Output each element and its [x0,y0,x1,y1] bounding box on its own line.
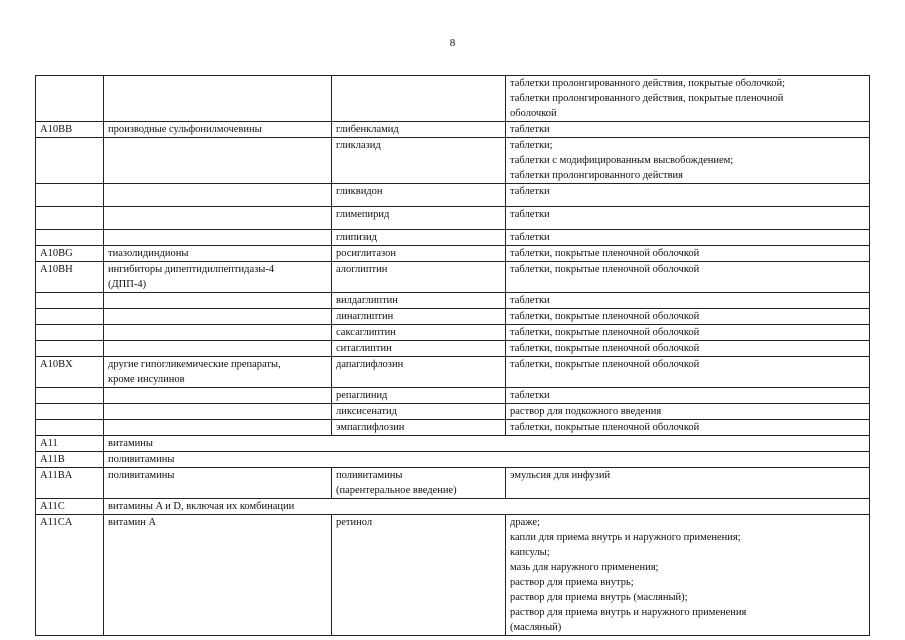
table-row [36,325,870,341]
drug-name-cell-line: (парентеральное введение) [336,485,457,496]
drug-name-cell-line: саксаглиптин [336,327,396,338]
dosage-form-cell [506,207,870,230]
drug-name-cell [332,404,506,420]
atc-code-cell [36,404,104,420]
table-row [36,230,870,246]
dosage-form-cell [506,341,870,357]
table-row [36,357,870,388]
table-row [36,262,870,293]
drug-name-cell [332,468,506,499]
dosage-form-cell-line: таблетки [510,124,550,135]
group-name-cell [104,262,332,293]
group-name-cell [104,138,332,184]
drug-name-cell-line: росиглитазон [336,248,397,259]
group-name-cell [104,515,332,636]
dosage-form-cell-line: таблетки [510,295,550,306]
dosage-form-cell-line: таблетки, покрытые пленочной оболочкой [510,327,700,338]
dosage-form-cell [506,246,870,262]
dosage-form-cell-line: таблетки, покрытые пленочной оболочкой [510,264,700,275]
drug-name-cell [332,325,506,341]
drug-name-cell [332,420,506,436]
group-name-cell [104,452,870,468]
group-name-cell [104,420,332,436]
atc-code-cell [36,388,104,404]
drug-name-cell-line: гликлазид [336,140,381,151]
drug-name-cell-line: глибенкламид [336,124,399,135]
group-name-cell-line: тиазолидиндионы [108,248,189,259]
group-name-cell [104,404,332,420]
dosage-form-cell [506,357,870,388]
table-row [36,420,870,436]
drug-table-body [36,76,870,636]
dosage-form-cell-line: таблетки [510,209,550,220]
dosage-form-cell-line: таблетки с модифицированным высвобождением; [510,155,734,166]
drug-name-cell-line: ликсисенатид [336,406,397,417]
drug-name-cell-line: вилдаглиптин [336,295,398,306]
dosage-form-cell-line: (масляный) [510,622,562,633]
dosage-form-cell-line: капли для приема внутрь и наружного применения; [510,532,741,543]
drug-name-cell [332,184,506,207]
group-name-cell [104,207,332,230]
dosage-form-cell-line: драже; [510,517,540,528]
dosage-form-cell-line: таблетки, покрытые пленочной оболочкой [510,359,700,370]
dosage-form-cell [506,230,870,246]
group-name-cell-line: ингибиторы дипептидилпептидазы-4 [108,264,275,275]
drug-name-cell [332,207,506,230]
table-row [36,388,870,404]
dosage-form-cell [506,420,870,436]
group-name-cell-line: производные сульфонилмочевины [108,124,262,135]
table-row [36,122,870,138]
drug-name-cell [332,293,506,309]
drug-name-cell [332,122,506,138]
table-row [36,184,870,207]
group-name-cell [104,122,332,138]
dosage-form-cell-line: оболочкой [510,108,557,119]
group-name-cell [104,357,332,388]
drug-name-cell [332,230,506,246]
dosage-form-cell-line: капсулы; [510,547,550,558]
group-name-cell [104,230,332,246]
drug-name-cell [332,262,506,293]
dosage-form-cell [506,404,870,420]
dosage-form-cell-line: таблетки, покрытые пленочной оболочкой [510,422,700,433]
drug-name-cell-line: глимепирид [336,209,390,220]
group-name-cell [104,293,332,309]
table-row [36,293,870,309]
atc-code-cell: A11CA [36,515,104,636]
group-name-cell-line: витамины [108,438,153,449]
table-row [36,499,870,515]
drug-name-cell-line: линаглиптин [336,311,394,322]
atc-code-cell: A11C [36,499,104,515]
table-row [36,309,870,325]
drug-name-cell-line: ретинол [336,517,373,528]
drug-name-cell [332,341,506,357]
dosage-form-cell-line: таблетки [510,390,550,401]
atc-code-cell [36,184,104,207]
atc-code-cell: A11BA [36,468,104,499]
drug-name-cell-line: глипизид [336,232,377,243]
table-row [36,207,870,230]
atc-code-cell [36,420,104,436]
table-row [36,76,870,122]
dosage-form-cell [506,468,870,499]
drug-name-cell-line: дапаглифлозин [336,359,404,370]
dosage-form-cell-line: таблетки, покрытые пленочной оболочкой [510,248,700,259]
table-row [36,246,870,262]
dosage-form-cell [506,309,870,325]
drug-name-cell [332,76,506,122]
drug-name-cell-line: эмпаглифлозин [336,422,405,433]
drug-name-cell [332,246,506,262]
dosage-form-cell-line: таблетки [510,186,550,197]
group-name-cell [104,76,332,122]
group-name-cell [104,341,332,357]
dosage-form-cell-line: таблетки пролонгированного действия [510,170,683,181]
dosage-form-cell [506,184,870,207]
drug-name-cell-line: репаглинид [336,390,388,401]
drug-name-cell [332,515,506,636]
table-row [36,341,870,357]
dosage-form-cell-line: таблетки, покрытые пленочной оболочкой [510,343,700,354]
atc-code-cell: A10BB [36,122,104,138]
drug-name-cell [332,357,506,388]
dosage-form-cell-line: таблетки пролонгированного действия, покрытые оболочкой; [510,78,785,89]
atc-code-cell: A10BH [36,262,104,293]
dosage-form-cell-line: раствор для приема внутрь и наружного применения [510,607,747,618]
dosage-form-cell [506,293,870,309]
dosage-form-cell-line: таблетки; [510,140,553,151]
dosage-form-cell [506,388,870,404]
atc-code-cell [36,76,104,122]
dosage-form-cell [506,262,870,293]
atc-code-cell [36,230,104,246]
atc-code-cell: A11 [36,436,104,452]
dosage-form-cell-line: раствор для приема внутрь (масляный); [510,592,688,603]
group-name-cell [104,184,332,207]
table-row [36,404,870,420]
atc-code-cell [36,207,104,230]
table-row [36,515,870,636]
drug-name-cell [332,388,506,404]
table-row [36,452,870,468]
page-number: 8 [449,37,456,49]
atc-code-cell: A11B [36,452,104,468]
group-name-cell [104,468,332,499]
group-name-cell [104,436,870,452]
group-name-cell-line: витамины A и D, включая их комбинации [108,501,295,512]
group-name-cell [104,499,870,515]
group-name-cell [104,309,332,325]
drug-name-cell-line: ситаглиптин [336,343,392,354]
atc-code-cell: A10BG [36,246,104,262]
group-name-cell-line: поливитамины [108,470,175,481]
dosage-form-cell-line: эмульсия для инфузий [510,470,611,481]
table-row [36,436,870,452]
atc-code-cell [36,309,104,325]
atc-code-cell [36,325,104,341]
dosage-form-cell-line: мазь для наружного применения; [510,562,659,573]
dosage-form-cell [506,122,870,138]
drug-name-cell-line: гликвидон [336,186,383,197]
drug-table [35,75,870,636]
drug-name-cell [332,309,506,325]
dosage-form-cell-line: раствор для подкожного введения [510,406,662,417]
table-row [36,468,870,499]
atc-code-cell: A10BX [36,357,104,388]
group-name-cell [104,325,332,341]
dosage-form-cell-line: таблетки, покрытые пленочной оболочкой [510,311,700,322]
dosage-form-cell-line: таблетки пролонгированного действия, покрытые пленочной [510,93,784,104]
dosage-form-cell [506,325,870,341]
group-name-cell-line: другие гипогликемические препараты, [108,359,281,370]
drug-name-cell [332,138,506,184]
drug-name-cell-line: поливитамины [336,470,403,481]
atc-code-cell [36,293,104,309]
dosage-form-cell [506,515,870,636]
group-name-cell-line: поливитамины [108,454,175,465]
group-name-cell-line: витамин А [108,517,157,528]
atc-code-cell [36,138,104,184]
atc-code-cell [36,341,104,357]
dosage-form-cell [506,76,870,122]
dosage-form-cell-line: раствор для приема внутрь; [510,577,634,588]
group-name-cell [104,388,332,404]
dosage-form-cell [506,138,870,184]
table-row [36,138,870,184]
group-name-cell-line: (ДПП-4) [108,279,147,290]
dosage-form-cell-line: таблетки [510,232,550,243]
drug-name-cell-line: алоглиптин [336,264,388,275]
group-name-cell-line: кроме инсулинов [108,374,185,385]
group-name-cell [104,246,332,262]
